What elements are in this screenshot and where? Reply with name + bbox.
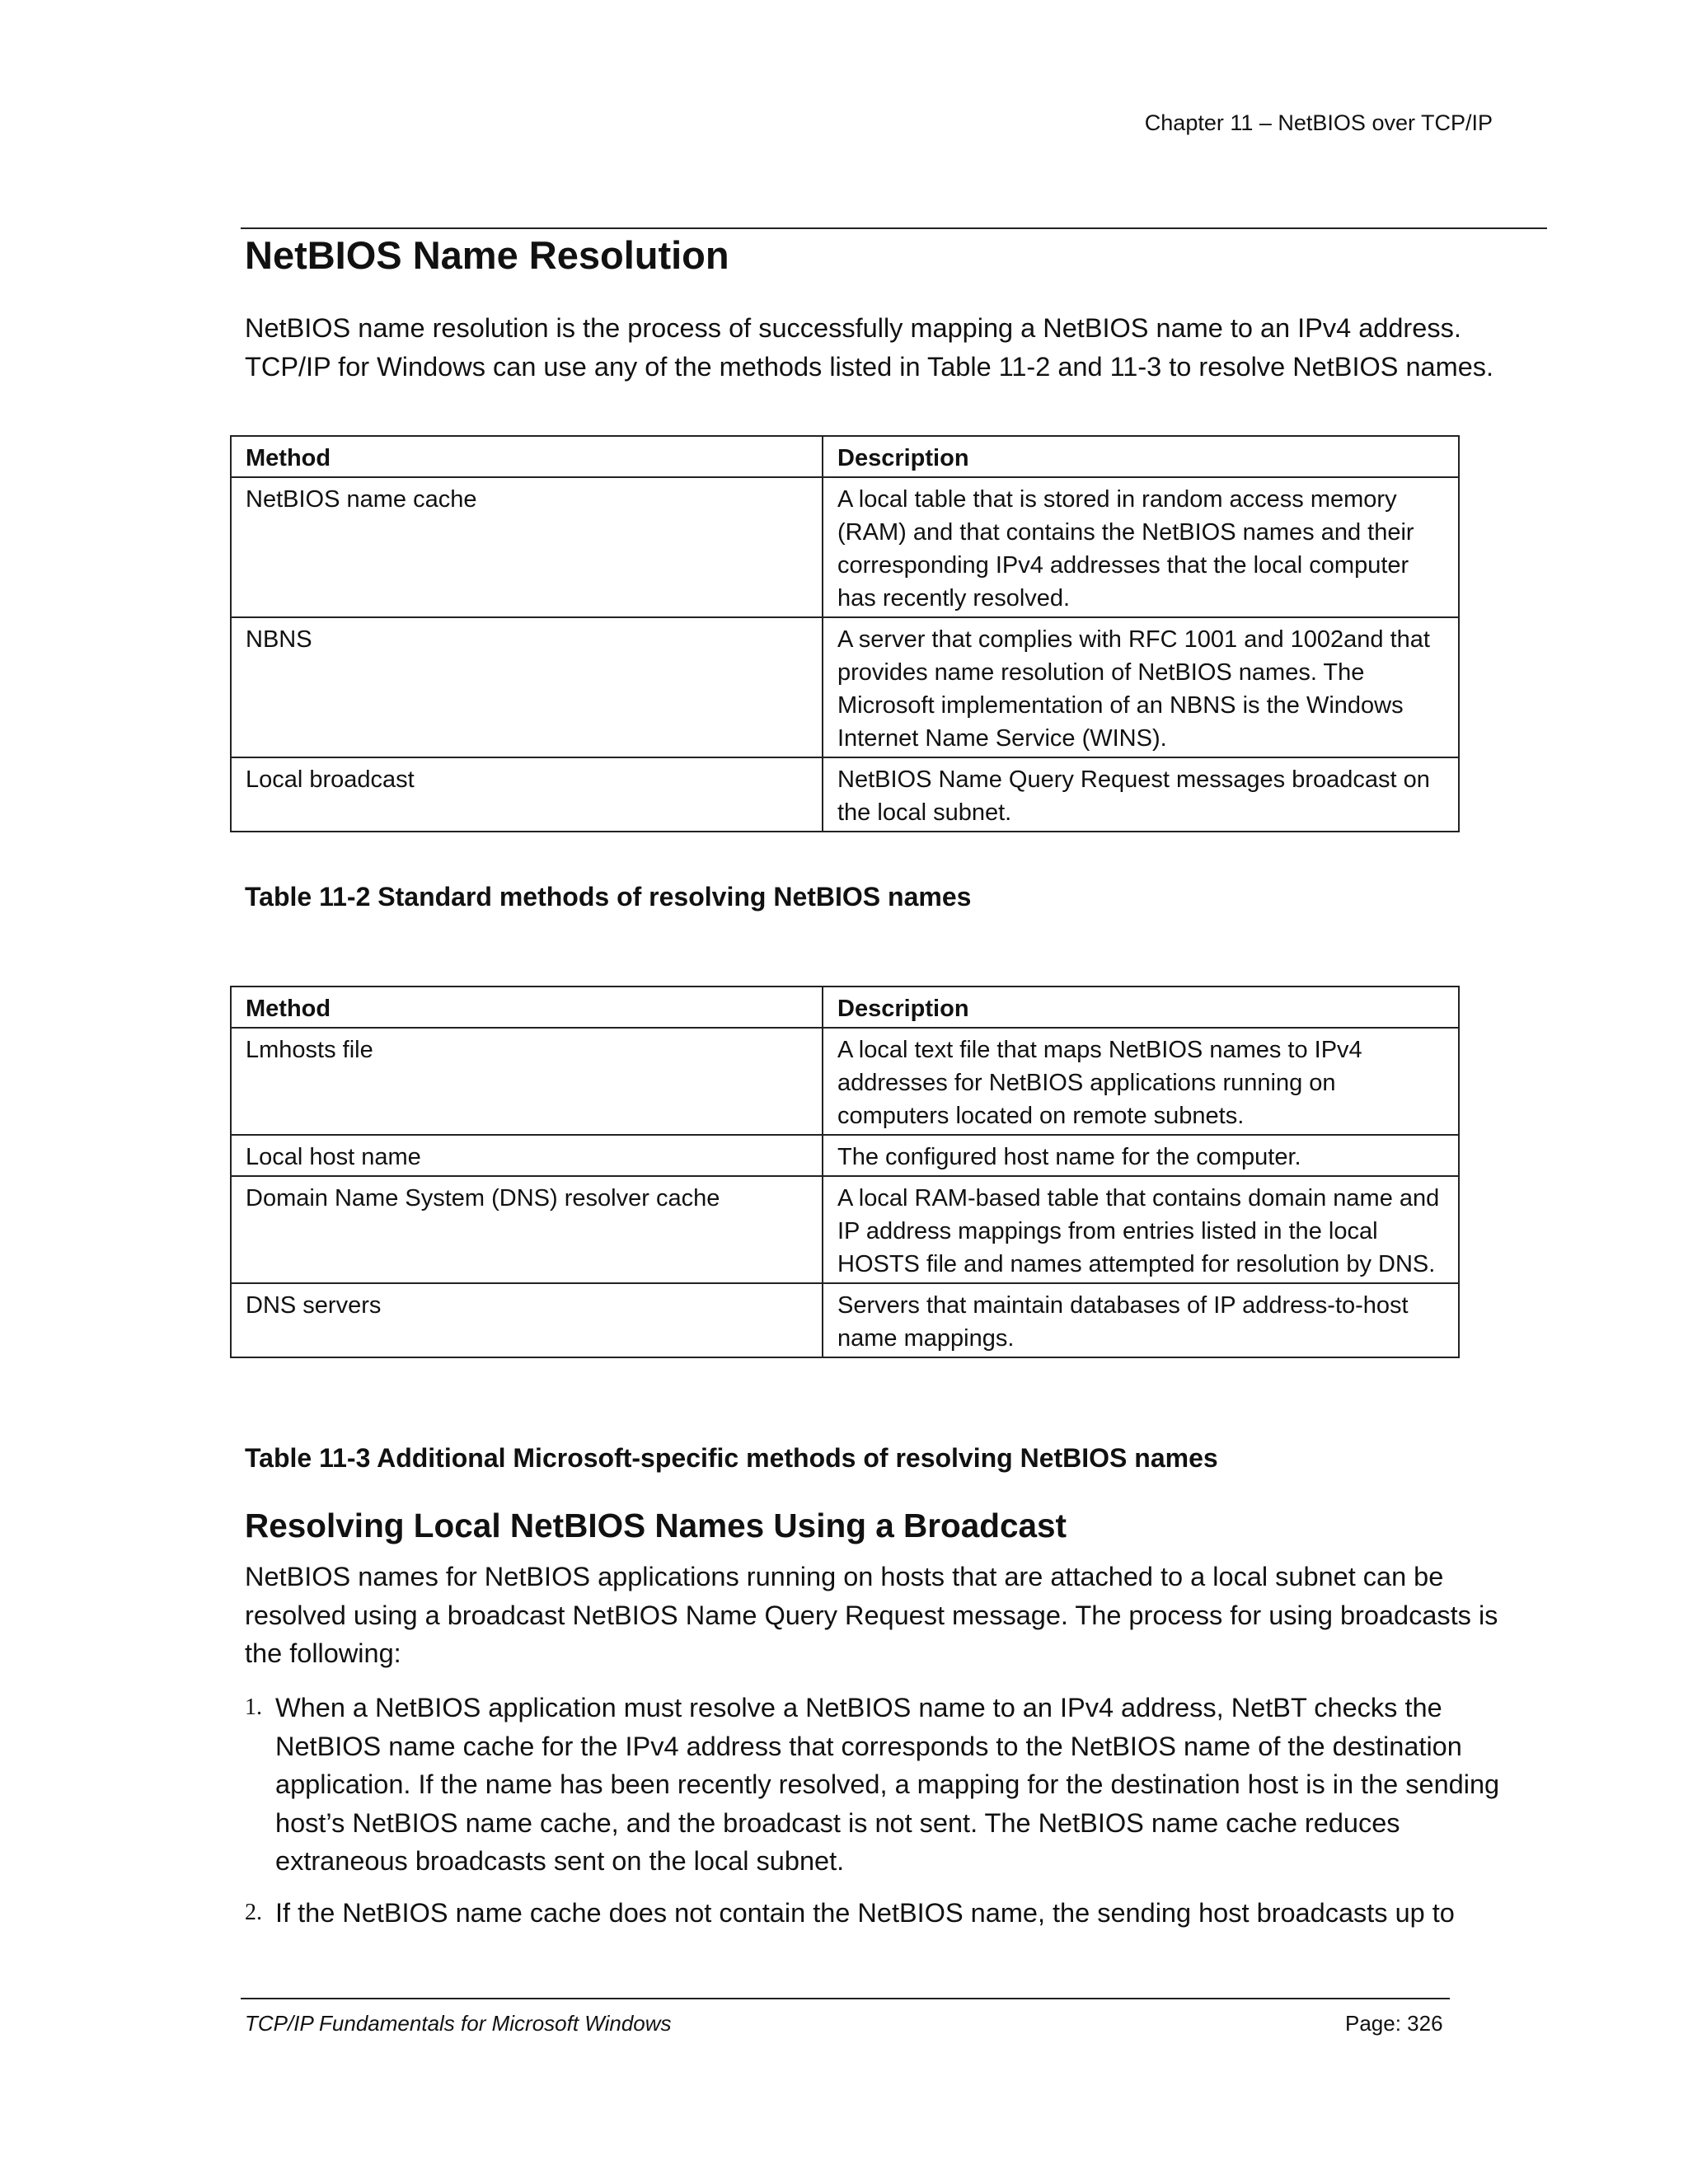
table-row xyxy=(231,757,1459,832)
description-cell: A local table that is stored in random access memory (RAM) and that contains the NetBIOS names and their corresponding IPv4 addresses that the local computer has recently resolved. xyxy=(823,477,1459,617)
method-cell: Local host name xyxy=(231,1135,823,1176)
table-caption: Table 11-3 Additional Microsoft-specific methods of resolving NetBIOS names xyxy=(245,1443,1218,1473)
table-header-row xyxy=(231,436,1459,477)
footer-page-number: Page: 326 xyxy=(1345,2011,1443,2036)
list-item xyxy=(245,1894,1518,1933)
list-number: 2. xyxy=(245,1900,262,1925)
description-cell: NetBIOS Name Query Request messages broadcast on the local subnet. xyxy=(823,757,1459,832)
footer-book-title: TCP/IP Fundamentals for Microsoft Windows xyxy=(245,2011,672,2036)
table-row xyxy=(231,477,1459,617)
method-cell: Domain Name System (DNS) resolver cache xyxy=(231,1176,823,1283)
table-row xyxy=(231,1176,1459,1283)
column-header-method: Method xyxy=(231,436,823,477)
table-11-2 xyxy=(230,435,1460,832)
method-cell: DNS servers xyxy=(231,1283,823,1357)
list-text: If the NetBIOS name cache does not contain the NetBIOS name, the sending host broadcasts up to xyxy=(275,1898,1455,1928)
running-header: Chapter 11 – NetBIOS over TCP/IP xyxy=(1144,110,1493,135)
subsection-title: Resolving Local NetBIOS Names Using a Broadcast xyxy=(245,1507,1067,1544)
method-cell: Lmhosts file xyxy=(231,1028,823,1135)
section-title: NetBIOS Name Resolution xyxy=(245,233,729,277)
method-cell: NetBIOS name cache xyxy=(231,477,823,617)
list-item xyxy=(245,1689,1518,1881)
description-cell: Servers that maintain databases of IP address-to-host name mappings. xyxy=(823,1283,1459,1357)
table-row xyxy=(231,1135,1459,1176)
description-cell: The configured host name for the computer. xyxy=(823,1135,1459,1176)
column-header-description: Description xyxy=(823,987,1459,1028)
subsection-intro: NetBIOS names for NetBIOS applications running on hosts that are attached to a local subnet can be resolved using a broadcast NetBIOS Name Query Request message. The process for using broadcasts is the following: xyxy=(245,1562,1498,1668)
table-header-row xyxy=(231,987,1459,1028)
description-cell: A server that complies with RFC 1001 and 1002and that provides name resolution of NetBIOS names. The Microsoft implementation of an NBNS is the Windows Internet Name Service (WINS). xyxy=(823,617,1459,757)
table-row xyxy=(231,1028,1459,1135)
list-number: 1. xyxy=(245,1694,262,1720)
table-caption: Table 11-2 Standard methods of resolving NetBIOS names xyxy=(245,882,972,912)
header-rule xyxy=(241,227,1547,229)
column-header-description: Description xyxy=(823,436,1459,477)
list-text: When a NetBIOS application must resolve a NetBIOS name to an IPv4 address, NetBT checks the NetBIOS name cache for the IPv4 address that corresponds to the NetBIOS name of the destination application. If the name has been recently resolved, a mapping for the destination host is in the sending host’s NetBIOS name cache, and the broadcast is not sent. The NetBIOS name cache reduces extraneous broadcasts sent on the local subnet. xyxy=(275,1693,1500,1876)
description-cell: A local text file that maps NetBIOS names to IPv4 addresses for NetBIOS applications running on computers located on remote subnets. xyxy=(823,1028,1459,1135)
method-cell: Local broadcast xyxy=(231,757,823,832)
method-cell: NBNS xyxy=(231,617,823,757)
section-intro: NetBIOS name resolution is the process of successfully mapping a NetBIOS name to an IPv4 address. TCP/IP for Windows can use any of the methods listed in Table 11-2 and 11-3 to resolve NetBIOS names. xyxy=(245,313,1494,382)
column-header-method: Method xyxy=(231,987,823,1028)
footer-rule xyxy=(241,1998,1450,1999)
table-row xyxy=(231,1283,1459,1357)
table-row xyxy=(231,617,1459,757)
description-cell: A local RAM-based table that contains domain name and IP address mappings from entries listed in the local HOSTS file and names attempted for resolution by DNS. xyxy=(823,1176,1459,1283)
table-11-3 xyxy=(230,986,1460,1358)
